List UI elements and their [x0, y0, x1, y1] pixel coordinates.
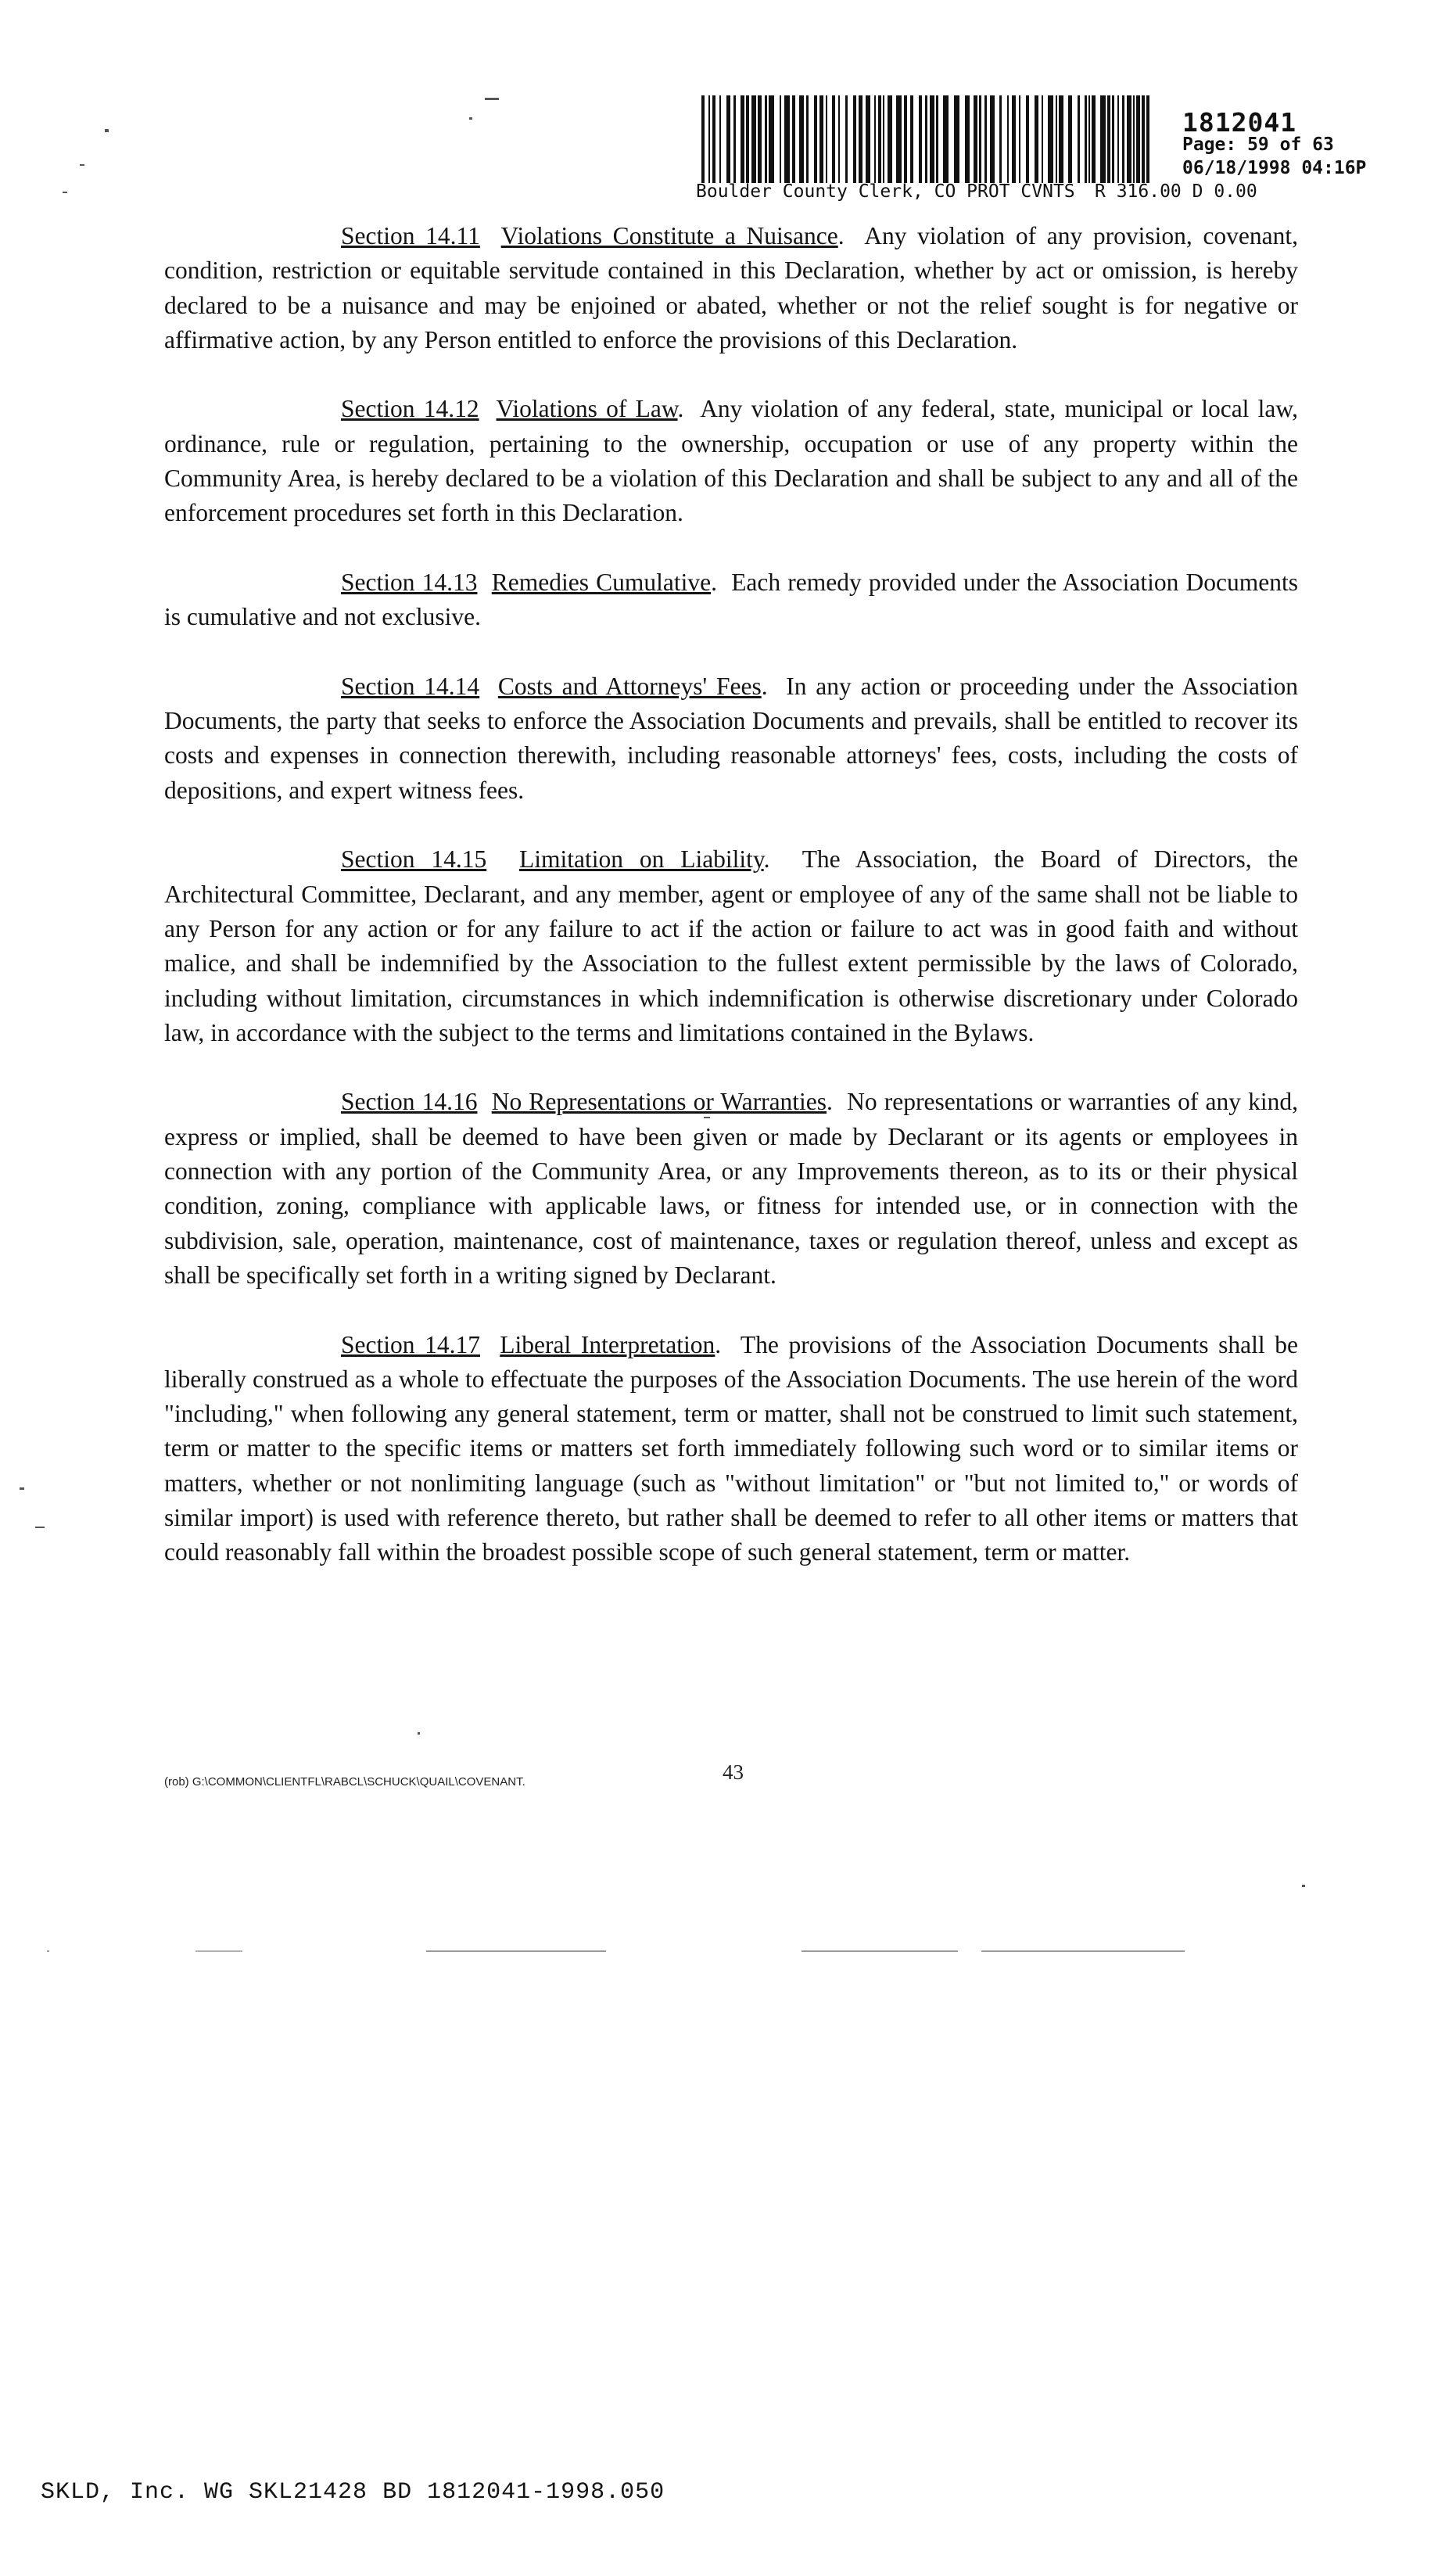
section-number: Section 14.14 — [341, 672, 480, 700]
section-14-16: Section 14.16 No Representations or Warranties. No representations or warranties of any kind, express or implied, shall be deemed to have been given or made by Declarant or its agents or employees in connection with any portion of the Community Area, or any Improvements thereon, as to its or their physical condition, zoning, compliance with applicable laws, or fitness for intended use, or in connection with the subdivision, sale, operation, maintenance, cost of maintenance, taxes or regulation thereof, unless and except as shall be specifically set forth in a writing signed by Declarant. — [164, 1088, 1298, 1289]
barcode-bar — [746, 95, 749, 183]
barcode-bar — [883, 95, 884, 183]
section-number: Section 14.17 — [341, 1330, 480, 1358]
barcode-bar — [1117, 95, 1119, 183]
barcode-bar — [814, 95, 817, 183]
section-title: No Representations or Warranties — [491, 1088, 827, 1116]
section-body: The Association, the Board of Directors, the Architectural Committee, Declarant, and any member, agent or employee of any of the same shall not be liable to any Person for any action or for any failure to act if the action or failure to act was in good faith and without malice, and shall be indemnified by the Association to the fullest extent permissible by the laws of Colorado, including without limitation, circumstances in which indemnification is otherwise discretionary under Colorado law, in accordance with the subject to the terms and limitations contained in the Bylaws. — [164, 845, 1299, 1046]
declaration-body — [164, 219, 1298, 1605]
section-body: Any violation of any provision, covenant, condition, restriction or equitable servitude contained in this Declaration, whether by act or omission, is hereby declared to be a nuisance and may be enjoined or abated, whether or not the relief sought is for negative or affirmative action, by any Person entitled to enforce the provisions of this Declaration. — [164, 222, 1299, 353]
section-body: No representations or warranties of any kind, express or implied, shall be deemed to have been given or made by Declarant or its agents or employees in connection with any portion of the Community Area, or any Improvements thereon, as to its or their physical condition, zoning, compliance with applicable laws, or fitness for intended use, or in connection with the subdivision, sale, operation, maintenance, cost of maintenance, taxes or regulation thereof, unless and except as shall be specifically set forth in a writing signed by Declarant. — [164, 1088, 1298, 1289]
barcode-bar — [701, 95, 705, 183]
barcode-bar — [1112, 95, 1114, 183]
barcode-bar — [1146, 95, 1149, 183]
barcode-bar — [943, 95, 949, 183]
barcode-bar — [896, 95, 902, 183]
barcode-bar — [888, 95, 892, 183]
scan-speck — [80, 164, 84, 166]
barcode-bar — [712, 95, 715, 183]
barcode-bar — [708, 95, 710, 183]
barcode-bar — [751, 95, 756, 183]
barcode-bar — [1056, 95, 1057, 183]
section-title: Limitation on Liability — [518, 845, 764, 874]
scan-speck — [1302, 1885, 1305, 1887]
section-body: Each remedy provided under the Association Documents is cumulative and not exclusive. — [164, 568, 1298, 631]
barcode-bar — [965, 95, 970, 183]
page-number: 43 — [723, 1760, 744, 1784]
barcode-bar — [780, 95, 781, 183]
barcode-bar — [799, 95, 804, 183]
scan-speck — [426, 1950, 606, 1952]
scan-speck — [47, 1950, 49, 1952]
scan-speck — [35, 1527, 45, 1528]
barcode-bar — [832, 95, 835, 183]
barcode-bar — [979, 95, 981, 183]
barcode-bar — [826, 95, 827, 183]
barcode-bar — [733, 95, 736, 183]
stamp-date-time: 06/18/1998 04:16P — [1182, 158, 1367, 178]
barcode-bar — [758, 95, 762, 183]
stamp-fees: R 316.00 D 0.00 — [1095, 181, 1257, 202]
barcode-bar — [1107, 95, 1110, 183]
barcode-bar — [726, 95, 730, 183]
barcode-bar — [974, 95, 977, 183]
barcode-bar — [990, 95, 995, 183]
scan-speck — [195, 1950, 242, 1952]
barcode-bar — [806, 95, 809, 183]
barcode-bar — [910, 95, 913, 183]
barcode-bar — [1019, 95, 1020, 183]
section-14-11: Section 14.11 Violations Constitute a Nuisance. Any violation of any provision, covenant, condition, restriction or equitable servitude contained in this Declaration, whether by act or omission, is hereby declared to be a nuisance and may be enjoined or abated, whether or not the relief sought is for negative or affirmative action, by any Person entitled to enforce the provisions of this Declaration. — [164, 222, 1299, 353]
section-title: Violations of Law — [496, 395, 678, 423]
section-body: The provisions of the Association Documents shall be liberally construed as a whole to effectuate the purposes of the Association Documents. The use herein of the word "including," when following any general statement, term or matter, shall not be construed to limit such statement, term or matter to the specific items or matters set forth immediately following such word or to similar items or matters, whether or not nonlimiting language (such as "without limitation" or "but not limited to," or words of similar import) is used with reference thereto, but rather shall be deemed to refer to all other items or matters that could reasonably fall within the broadest possible scope of such general statement, term or matter. — [164, 1330, 1298, 1566]
stamp-clerk: Boulder County Clerk, CO PROT CVNTS — [696, 181, 1075, 202]
scan-speck — [485, 98, 499, 100]
barcode-bar — [1085, 95, 1087, 183]
barcode-bar — [792, 95, 795, 183]
scan-speck — [802, 1950, 958, 1952]
section-title: Remedies Cumulative — [491, 568, 712, 596]
section-number: Section 14.13 — [341, 568, 478, 596]
scan-speck — [418, 1732, 420, 1735]
barcode-bar — [1122, 95, 1124, 183]
barcode-bar — [784, 95, 790, 183]
section-14-13: Section 14.13 Remedies Cumulative. Each remedy provided under the Association Documents is cumulative and not exclusive. — [164, 568, 1298, 631]
barcode-bar — [1012, 95, 1016, 183]
indexing-footer: SKLD, Inc. WG SKL21428 BD 1812041-1998.050 — [41, 2479, 665, 2506]
barcode-bar — [765, 95, 767, 183]
barcode-bar — [1048, 95, 1053, 183]
barcode-bar — [845, 95, 848, 183]
barcode-bar — [1068, 95, 1072, 183]
stamp-page-count: Page: 59 of 63 — [1182, 135, 1334, 155]
barcode-bar — [1059, 95, 1063, 183]
barcode-bar — [999, 95, 1002, 183]
section-14-17: Section 14.17 Liberal Interpretation. The provisions of the Association Documents shall be liberally construed as a whole to effectuate the purposes of the Association Documents. The use herein of the word "including," when following any general statement, term or matter, shall not be construed to limit such statement, term or matter to the specific items or matters set forth immediately following such word or to similar items or matters, whether or not nonlimiting language (such as "without limitation" or "but not limited to," or words of similar import) is used with reference thereto, but rather shall be deemed to refer to all other items or matters that could reasonably fall within the broadest possible scope of such general statement, term or matter. — [164, 1330, 1298, 1566]
section-title: Violations Constitute a Nuisance — [500, 222, 838, 249]
barcode-bar — [853, 95, 856, 183]
barcode-image — [698, 95, 1156, 183]
barcode-bar — [1127, 95, 1131, 183]
section-14-14: Section 14.14 Costs and Attorneys' Fees. In any action or proceeding under the Association Documents, the party that seeks to enforce the Association Documents and prevails, shall be entitled to recover its costs and expenses in connection therewith, including reasonable attorneys' fees, costs, including the costs of depositions, and expert witness fees. — [164, 672, 1299, 804]
barcode-bar — [954, 95, 959, 183]
barcode-bar — [1035, 95, 1038, 183]
barcode-bar — [874, 95, 876, 183]
barcode-bar — [1133, 95, 1135, 183]
barcode-bar — [930, 95, 934, 183]
barcode-bar — [1136, 95, 1140, 183]
section-14-12: Section 14.12 Violations of Law. Any violation of any federal, state, municipal or local law, ordinance, rule or regulation, pertaining to the ownership, occupation or use of any property within the Community Area, is hereby declared to be a violation of this Declaration and shall be subject to any and all of the enforcement procedures set forth in this Declaration. — [164, 395, 1298, 527]
barcode-bar — [838, 95, 840, 183]
barcode-bar — [866, 95, 870, 183]
section-number: Section 14.15 — [341, 845, 487, 874]
section-14-15: Section 14.15 Limitation on Liability. The Association, the Board of Directors, the Architectural Committee, Declarant, and any member, agent or employee of any of the same shall not be liable to any Person for any action or for any failure to act if the action or failure to act was in good faith and without malice, and shall be indemnified by the Association to the fullest extent permissible by the laws of Colorado, including without limitation, circumstances in which indemnification is otherwise discretionary under Colorado law, in accordance with the subject to the terms and limitations contained in the Bylaws. — [164, 845, 1299, 1046]
barcode-bar — [1088, 95, 1090, 183]
barcode-bar — [1078, 95, 1080, 183]
section-number: Section 14.12 — [341, 395, 479, 423]
scan-speck — [20, 1487, 24, 1490]
section-body: In any action or proceeding under the Association Documents, the party that seeks to enforce the Association Documents and prevails, shall be entitled to recover its costs and expenses in connection therewith, including reasonable attorneys' fees, costs, including the costs of depositions, and expert witness fees. — [164, 672, 1299, 804]
barcode-bar — [741, 95, 744, 183]
section-number: Section 14.16 — [341, 1088, 478, 1116]
barcode-bar — [925, 95, 927, 183]
scan-speck — [105, 129, 109, 132]
scan-speck — [981, 1950, 1185, 1952]
scan-speck — [704, 1117, 710, 1118]
barcode-bar — [984, 95, 987, 183]
barcode-bar — [1092, 95, 1096, 183]
barcode-bar — [1007, 95, 1009, 183]
barcode-bar — [769, 95, 774, 183]
section-body: Any violation of any federal, state, municipal or local law, ordinance, rule or regulation, pertaining to the ownership, occupation or use of any property within the Community Area, is hereby declared to be a violation of this Declaration and shall be subject to any and all of the enforcement procedures set forth in this Declaration. — [164, 395, 1298, 527]
section-title: Liberal Interpretation — [500, 1330, 715, 1358]
barcode-bar — [819, 95, 823, 183]
scan-speck — [63, 192, 67, 193]
barcode-bar — [859, 95, 862, 183]
scan-speck — [469, 117, 472, 120]
file-path-footer: (rob) G:\COMMON\CLIENTFL\RABCL\SCHUCK\QUAIL\COVENANT. — [164, 1775, 525, 1789]
section-title: Costs and Attorneys' Fees — [497, 672, 762, 700]
barcode-bar — [719, 95, 721, 183]
barcode-bar — [936, 95, 938, 183]
barcode-bar — [904, 95, 907, 183]
barcode-bar — [1042, 95, 1043, 183]
reception-number: 1812041 — [1182, 107, 1297, 138]
barcode-bar — [1100, 95, 1106, 183]
barcode-bar — [919, 95, 922, 183]
barcode-bar — [1026, 95, 1029, 183]
barcode-bar — [878, 95, 881, 183]
section-number: Section 14.11 — [341, 222, 480, 249]
barcode-bar — [1142, 95, 1145, 183]
